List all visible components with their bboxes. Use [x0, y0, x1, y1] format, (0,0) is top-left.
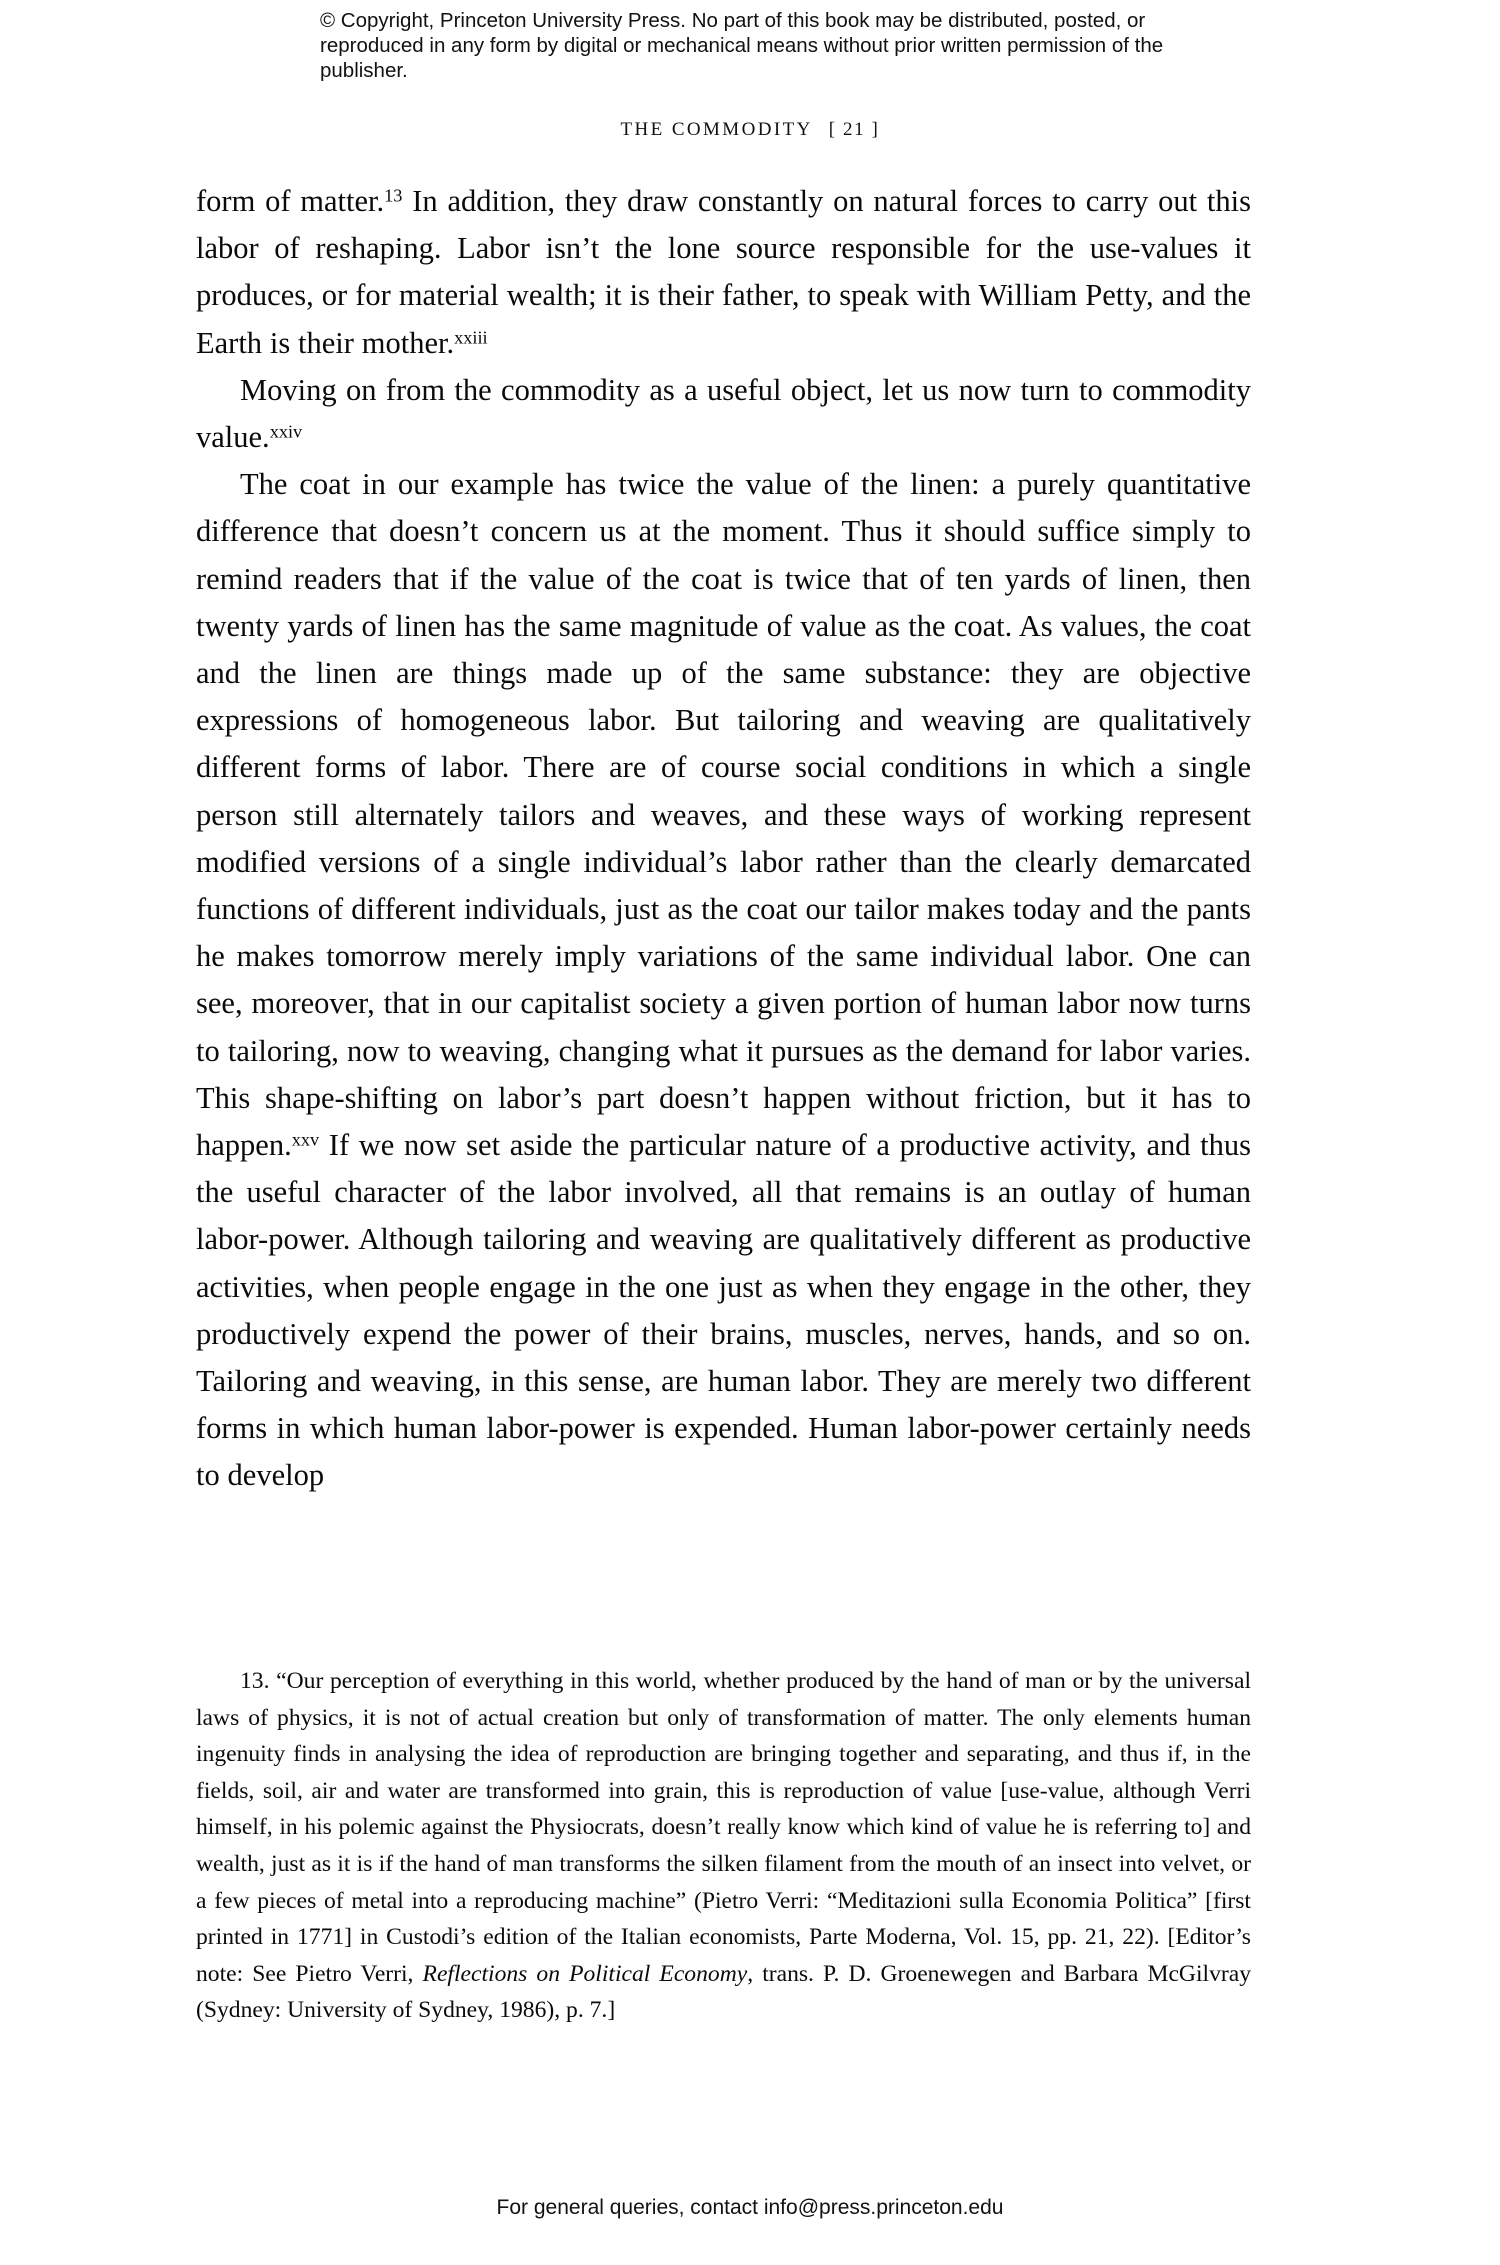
body-paragraph	[196, 367, 1251, 461]
footer-notice: For general queries, contact info@press.princeton.edu	[496, 2196, 1004, 2219]
page-folio-number: [ 21 ]	[828, 119, 880, 140]
italic-title: Reflections on Political Economy	[422, 1960, 748, 1987]
body-paragraph	[196, 178, 1251, 367]
running-head	[0, 119, 1500, 141]
text-run: form of matter.	[196, 184, 385, 218]
copyright-notice: © Copyright, Princeton University Press. No part of this book may be distributed, posted, or reproduced in any form by digital or mechanical means without prior written permission of the publisher.	[320, 9, 1164, 82]
text-run: In addition, they draw constantly on natural forces to carry out this labor of reshaping. Labor isn’t the lone source responsible for the use-values it produces, or for material wealth; it is their father, to speak with William Petty, and the Earth is their mother.	[196, 184, 1251, 360]
running-head-chapter-title: THE COMMODITY	[620, 119, 813, 140]
text-run: The coat in our example has twice the value of the linen: a purely quantitative difference that doesn’t concern us at the moment. Thus it should suffice simply to remind readers that if the value of the coat is twice that of ten yards of linen, then twenty yards of linen has the same magnitude of value as the coat. As values, the coat and the linen are things made up of the same substance: they are objective expressions of homogeneous labor. But tailoring and weaving are qualitatively different forms of labor. There are of course social conditions in which a single person still alternately tailors and weaves, and these ways of working represent modified versions of a single individual’s labor rather than the clearly demarcated functions of different individuals, just as the coat our tailor makes today and the pants he makes tomorrow merely imply variations of the same individual labor. One can see, moreover, that in our capitalist society a given portion of human labor now turns to tailoring, now to weaving, changing what it pursues as the demand for labor varies. This shape-shifting on labor’s part doesn’t happen without friction, but it has to happen.	[196, 467, 1251, 1163]
footnote-block	[196, 1663, 1251, 2029]
body-paragraph	[196, 461, 1251, 1499]
footnote-text	[196, 1663, 1251, 2029]
text-run: Moving on from the commodity as a useful object, let us now turn to commodity value.	[196, 372, 1251, 455]
text-run: 13. “Our perception of everything in this world, whether produced by the hand of man or by the universal laws of physics, it is not of actual creation but only of transformation of matter. The only elements human ingenuity finds in analysing the idea of reproduction are bringing together and separating, and thus if, in the fields, soil, air and water are transformed into grain, this is reproduction of value [use-value, although Verri himself, in his polemic against the Physiocrats, doesn’t really know which kind of value he is referring to] and wealth, just as it is if the hand of man transforms the silken filament from the mouth of an insect into velvet, or a few pieces of metal into a reproducing machine” (Pietro Verri: “Meditazioni sulla Economia Politica” [first printed in 1771] in Custodi’s edition of the Italian economists, Parte Moderna, Vol. 15, pp. 21, 22). [Editor’s note: See Pietro Verri,	[196, 1668, 1251, 1987]
text-run: If we now set aside the particular nature of a productive activity, and thus the useful character of the labor involved, all that remains is an outlay of human labor-power. Although tailoring and weaving are qualitatively different as productive activities, when people engage in the one just as when they engage in the other, they productively expend the power of their brains, muscles, nerves, hands, and so on. Tailoring and weaving, in this sense, are human labor. They are merely two different forms in which human labor-power is expended. Human labor-power certainly needs to develop	[196, 1128, 1251, 1493]
text-run: , trans. P. D. Groenewegen and Barbara McGilvray (Sydney: University of Sydney, 1986), p. 7.]	[196, 1960, 1251, 2024]
footnote-reference-marker[interactable]: xxiii	[454, 327, 488, 348]
body-text-block	[196, 178, 1251, 1500]
footnote-reference-marker[interactable]: xxiv	[269, 421, 303, 442]
footnote-reference-marker[interactable]: 13	[384, 185, 403, 206]
footnote-reference-marker[interactable]: xxv	[291, 1129, 320, 1150]
